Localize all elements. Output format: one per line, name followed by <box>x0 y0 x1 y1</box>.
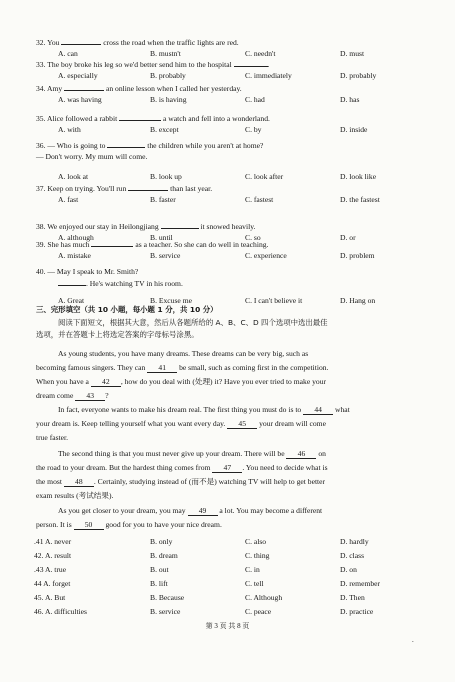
cloze-option: .43 A. true <box>34 565 67 574</box>
option: D. look like <box>340 172 377 181</box>
passage-line: dream come 43 ? <box>36 391 109 400</box>
answer-blank <box>61 44 101 45</box>
option: D. probably <box>340 71 377 80</box>
passage-line: person. It is 50 good for you to have your nice dream. <box>36 520 222 529</box>
cloze-option: D. class <box>340 551 365 560</box>
cloze-option: C. tell <box>245 579 264 588</box>
option: D. inside <box>340 125 368 134</box>
passage-line: exam results (考试结果). <box>36 491 114 500</box>
option: D. problem <box>340 251 375 260</box>
answer-blank: 47 <box>212 463 242 473</box>
passage-line: In fact, everyone wants to make his dream real. The first thing you must do is to 44 what <box>58 405 350 414</box>
answer-blank <box>107 147 145 148</box>
option: A. can <box>58 49 78 58</box>
cloze-option: B. dream <box>150 551 178 560</box>
cloze-option: D. Then <box>340 593 365 602</box>
answer-blank: 42 <box>91 377 121 387</box>
passage-line: the road to your dream. But the hardest thing comes from 47 . You need to decide what is <box>36 463 328 472</box>
instructions-line-2: 选项，并在答题卡上将选定答案的字母标号涂黑。 <box>36 330 199 339</box>
passage-line: The second thing is that you must never give up your dream. There will be 46 on <box>58 449 326 458</box>
cloze-option: D. practice <box>340 607 374 616</box>
cloze-option: B. only <box>150 537 173 546</box>
cloze-option: D. on <box>340 565 357 574</box>
answer-blank: 43 <box>75 391 105 401</box>
cloze-option: B. service <box>150 607 181 616</box>
option: A. with <box>58 125 81 134</box>
answer-blank: 48 <box>64 477 94 487</box>
cloze-option: C. also <box>245 537 267 546</box>
answer-blank <box>119 120 161 121</box>
question-33: 33. The boy broke his leg so we'd better send him to the hospital . <box>36 60 270 69</box>
option: D. Hang on <box>340 296 376 305</box>
question-36-reply: — Don't worry. My mum will come. <box>36 152 148 161</box>
option: A. fast <box>58 195 79 204</box>
option: B. service <box>150 251 181 260</box>
answer-blank <box>234 66 268 67</box>
option: B. look up <box>150 172 182 181</box>
option: C. experience <box>245 251 287 260</box>
answer-blank <box>64 90 104 91</box>
option: C. needn't <box>245 49 276 58</box>
cloze-option: D. remember <box>340 579 381 588</box>
option: C. so <box>245 233 261 242</box>
option: B. until <box>150 233 173 242</box>
answer-blank <box>161 228 199 229</box>
question-35: 35. Alice followed a rabbit a watch and fell into a wonderland. <box>36 114 270 123</box>
cloze-option: 45. A. But <box>34 593 66 602</box>
answer-blank: 41 <box>147 363 177 373</box>
dot-mark: . <box>412 636 414 644</box>
answer-blank: 46 <box>286 449 316 459</box>
question-36: 36. — Who is going to the children while you aren't at home? <box>36 141 264 150</box>
option: A. especially <box>58 71 98 80</box>
question-40-reply: . He's watching TV in his room. <box>58 279 183 288</box>
passage-line: your dream is. Keep telling yourself what you want every day. 45 your dream will come <box>36 419 326 428</box>
answer-blank <box>91 246 133 247</box>
cloze-option: C. peace <box>245 607 272 616</box>
question-37: 37. Keep on trying. You'll run than last year. <box>36 184 213 193</box>
option: C. look after <box>245 172 284 181</box>
answer-blank <box>58 285 86 286</box>
option: C. I can't believe it <box>245 296 303 305</box>
cloze-option: D. hardly <box>340 537 369 546</box>
cloze-option: C. in <box>245 565 260 574</box>
cloze-option: B. out <box>150 565 169 574</box>
option: B. faster <box>150 195 176 204</box>
page-footer: 第 3 页 共 8 页 <box>205 622 250 630</box>
question-40: 40. — May I speak to Mr. Smith? <box>36 267 139 276</box>
answer-blank: 45 <box>227 419 257 429</box>
section-title: 三、完形填空（共 10 小题，每小题 1 分，共 10 分） <box>36 305 218 314</box>
cloze-option: B. lift <box>150 579 168 588</box>
option: A. look at <box>58 172 89 181</box>
question-39: 39. She has much as a teacher. So she can do well in teaching. <box>36 240 269 249</box>
cloze-option: .41 A. never <box>34 537 72 546</box>
option: D. or <box>340 233 356 242</box>
option: A. although <box>58 233 94 242</box>
option: B. except <box>150 125 179 134</box>
cloze-option: 42. A. result <box>34 551 72 560</box>
passage-line: becoming famous singers. They can 41 be small, such as coming first in the competition. <box>36 363 329 372</box>
cloze-option: C. Although <box>245 593 283 602</box>
passage-line: the most 48 . Certainly, studying instead of (而不是) watching TV will help to get better <box>36 477 326 486</box>
option: D. has <box>340 95 360 104</box>
question-32: 32. You cross the road when the traffic lights are red. <box>36 38 239 47</box>
option: C. by <box>245 125 262 134</box>
option: A. was having <box>58 95 102 104</box>
option: D. the fastest <box>340 195 380 204</box>
option: B. probably <box>150 71 186 80</box>
passage-line: As you get closer to your dream, you may 49 a lot. You may become a different <box>58 506 323 515</box>
answer-blank: 50 <box>74 520 104 530</box>
cloze-option: 44 A. forget <box>34 579 71 588</box>
option: B. mustn't <box>150 49 181 58</box>
answer-blank: 44 <box>303 405 333 415</box>
option: C. immediately <box>245 71 292 80</box>
cloze-option: B. Because <box>150 593 185 602</box>
instructions-line-1: 阅读下面短文，根据其大意，然后从各题所给的 A、B、C、D 四个选项中选出最佳 <box>58 318 328 327</box>
passage-line: When you have a 42 , how do you deal with (处理) it? Have you ever tried to make your <box>36 377 327 386</box>
passage-line: As young students, you have many dreams. These dreams can be very big, such as <box>58 349 309 358</box>
passage-line: true faster. <box>36 433 69 442</box>
option: D. must <box>340 49 365 58</box>
question-38: 38. We enjoyed our stay in Heilongjiang it snowed heavily. <box>36 222 256 231</box>
cloze-option: C. thing <box>245 551 270 560</box>
option: B. Excuse me <box>150 296 192 305</box>
question-34: 34. Amy an online lesson when I called her yesterday. <box>36 84 242 93</box>
cloze-option: 46. A. difficulties <box>34 607 88 616</box>
option: A. mistake <box>58 251 91 260</box>
option: C. fastest <box>245 195 274 204</box>
answer-blank: 49 <box>188 506 218 516</box>
option: A. Great <box>58 296 85 305</box>
option: B. is having <box>150 95 187 104</box>
answer-blank <box>128 190 168 191</box>
option: C. had <box>245 95 265 104</box>
